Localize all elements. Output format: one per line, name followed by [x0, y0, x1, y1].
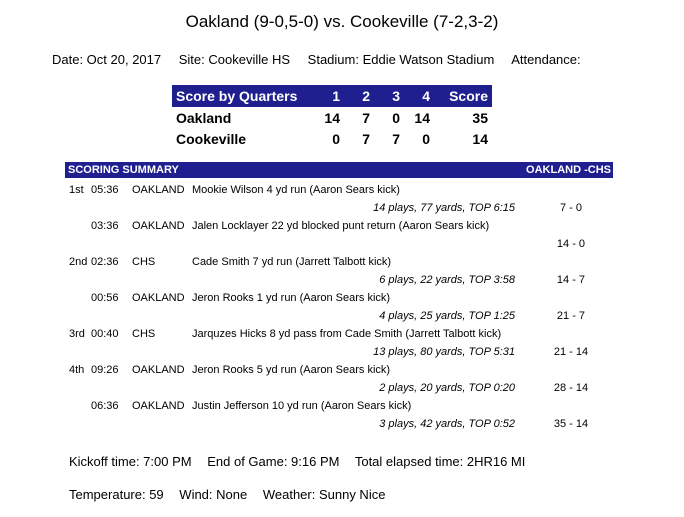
scoring-summary-title: SCORING SUMMARY — [68, 164, 179, 176]
quarters-header-label: Score by Quarters — [172, 85, 314, 107]
quarter-score: 7 — [362, 130, 370, 147]
total-elapsed-time: Total elapsed time: 2HR16 MI — [354, 454, 526, 469]
running-score: 35 - 14 — [553, 418, 589, 430]
play-clock: 06:36 — [91, 400, 119, 412]
wind: Wind: None — [179, 487, 248, 502]
play-quarter: 2nd — [69, 256, 88, 268]
drive-row — [65, 271, 613, 289]
drive-summary: 4 plays, 25 yards, TOP 1:25 — [379, 310, 515, 322]
quarters-header-score: Score — [434, 85, 492, 107]
quarter-score: 14 — [414, 109, 430, 126]
quarters-header-q2: 2 — [344, 85, 374, 107]
game-stadium: Stadium: Eddie Watson Stadium — [307, 52, 495, 67]
score-by-quarters-table — [172, 85, 492, 149]
running-score: 21 - 7 — [556, 310, 586, 322]
drive-row — [65, 415, 613, 433]
play-description: Mookie Wilson 4 yd run (Aaron Sears kick) — [192, 184, 400, 196]
quarters-row-oakland — [172, 107, 492, 128]
game-times — [69, 454, 537, 469]
play-team: OAKLAND — [132, 292, 185, 304]
game-site: Site: Cookeville HS — [178, 52, 291, 67]
play-team: OAKLAND — [132, 400, 185, 412]
drive-row — [65, 235, 613, 253]
quarter-score: 0 — [422, 130, 430, 147]
scoring-summary-score-header: OAKLAND -CHS — [526, 164, 611, 176]
running-score: 14 - 0 — [556, 238, 586, 250]
scoring-play-row — [65, 253, 613, 271]
game-conditions — [69, 487, 397, 502]
end-of-game-time: End of Game: 9:16 PM — [207, 454, 340, 469]
play-description: Jeron Rooks 1 yd run (Aaron Sears kick) — [192, 292, 391, 304]
quarters-header-q1: 1 — [314, 85, 344, 107]
play-clock: 09:26 — [91, 364, 119, 376]
quarter-score: 14 — [324, 109, 340, 126]
final-score: 35 — [472, 109, 488, 126]
drive-summary: 14 plays, 77 yards, TOP 6:15 — [373, 202, 515, 214]
drive-row — [65, 379, 613, 397]
drive-row — [65, 199, 613, 217]
play-clock: 02:36 — [91, 256, 119, 268]
game-date: Date: Oct 20, 2017 — [52, 52, 162, 67]
weather: Weather: Sunny Nice — [262, 487, 386, 502]
play-description: Jalen Locklayer 22 yd blocked punt return (Aaron Sears kick) — [192, 220, 490, 232]
play-description: Jeron Rooks 5 yd run (Aaron Sears kick) — [192, 364, 391, 376]
running-score: 21 - 14 — [553, 346, 589, 358]
drive-row — [65, 307, 613, 325]
play-team: OAKLAND — [132, 184, 185, 196]
play-quarter: 4th — [69, 364, 85, 376]
quarters-header-q4: 4 — [404, 85, 434, 107]
quarter-score: 7 — [392, 130, 400, 147]
drive-summary: 6 plays, 22 yards, TOP 3:58 — [379, 274, 515, 286]
scoring-play-row — [65, 289, 613, 307]
scoring-play-row — [65, 325, 613, 343]
page-title: Oakland (9-0,5-0) vs. Cookeville (7-2,3-2) — [185, 12, 499, 31]
play-team: OAKLAND — [132, 364, 185, 376]
final-score: 14 — [472, 130, 488, 147]
team-name: Cookeville — [176, 130, 247, 147]
quarters-header-row — [172, 85, 492, 107]
drive-summary: 3 plays, 42 yards, TOP 0:52 — [379, 418, 515, 430]
running-score: 28 - 14 — [553, 382, 589, 394]
game-info — [52, 52, 595, 67]
drive-summary: 2 plays, 20 yards, TOP 0:20 — [379, 382, 515, 394]
kickoff-time: Kickoff time: 7:00 PM — [69, 454, 192, 469]
quarter-score: 0 — [332, 130, 340, 147]
quarters-header-q3: 3 — [374, 85, 404, 107]
play-clock: 05:36 — [91, 184, 119, 196]
play-clock: 00:40 — [91, 328, 119, 340]
play-clock: 03:36 — [91, 220, 119, 232]
team-name: Oakland — [176, 109, 232, 126]
play-description: Cade Smith 7 yd run (Jarrett Talbott kick) — [192, 256, 392, 268]
play-description: Justin Jefferson 10 yd run (Aaron Sears kick) — [192, 400, 412, 412]
drive-summary: 13 plays, 80 yards, TOP 5:31 — [373, 346, 515, 358]
play-quarter: 1st — [69, 184, 84, 196]
scoring-summary-header — [65, 162, 613, 178]
scoring-play-row — [65, 181, 613, 199]
play-clock: 00:56 — [91, 292, 119, 304]
scoring-play-row — [65, 361, 613, 379]
play-team: OAKLAND — [132, 220, 185, 232]
play-description: Jarquzes Hicks 8 yd pass from Cade Smith (Jarrett Talbott kick) — [192, 328, 502, 340]
quarter-score: 7 — [362, 109, 370, 126]
scoring-summary — [65, 162, 613, 433]
game-attendance: Attendance: — [511, 52, 581, 67]
running-score: 7 - 0 — [559, 202, 582, 214]
play-team: CHS — [132, 328, 156, 340]
quarter-score: 0 — [392, 109, 400, 126]
quarters-row-cookeville — [172, 128, 492, 149]
play-team: CHS — [132, 256, 156, 268]
temperature: Temperature: 59 — [69, 487, 164, 502]
play-quarter: 3rd — [69, 328, 85, 340]
drive-row — [65, 343, 613, 361]
running-score: 14 - 7 — [556, 274, 586, 286]
scoring-play-row — [65, 217, 613, 235]
scoring-play-row — [65, 397, 613, 415]
